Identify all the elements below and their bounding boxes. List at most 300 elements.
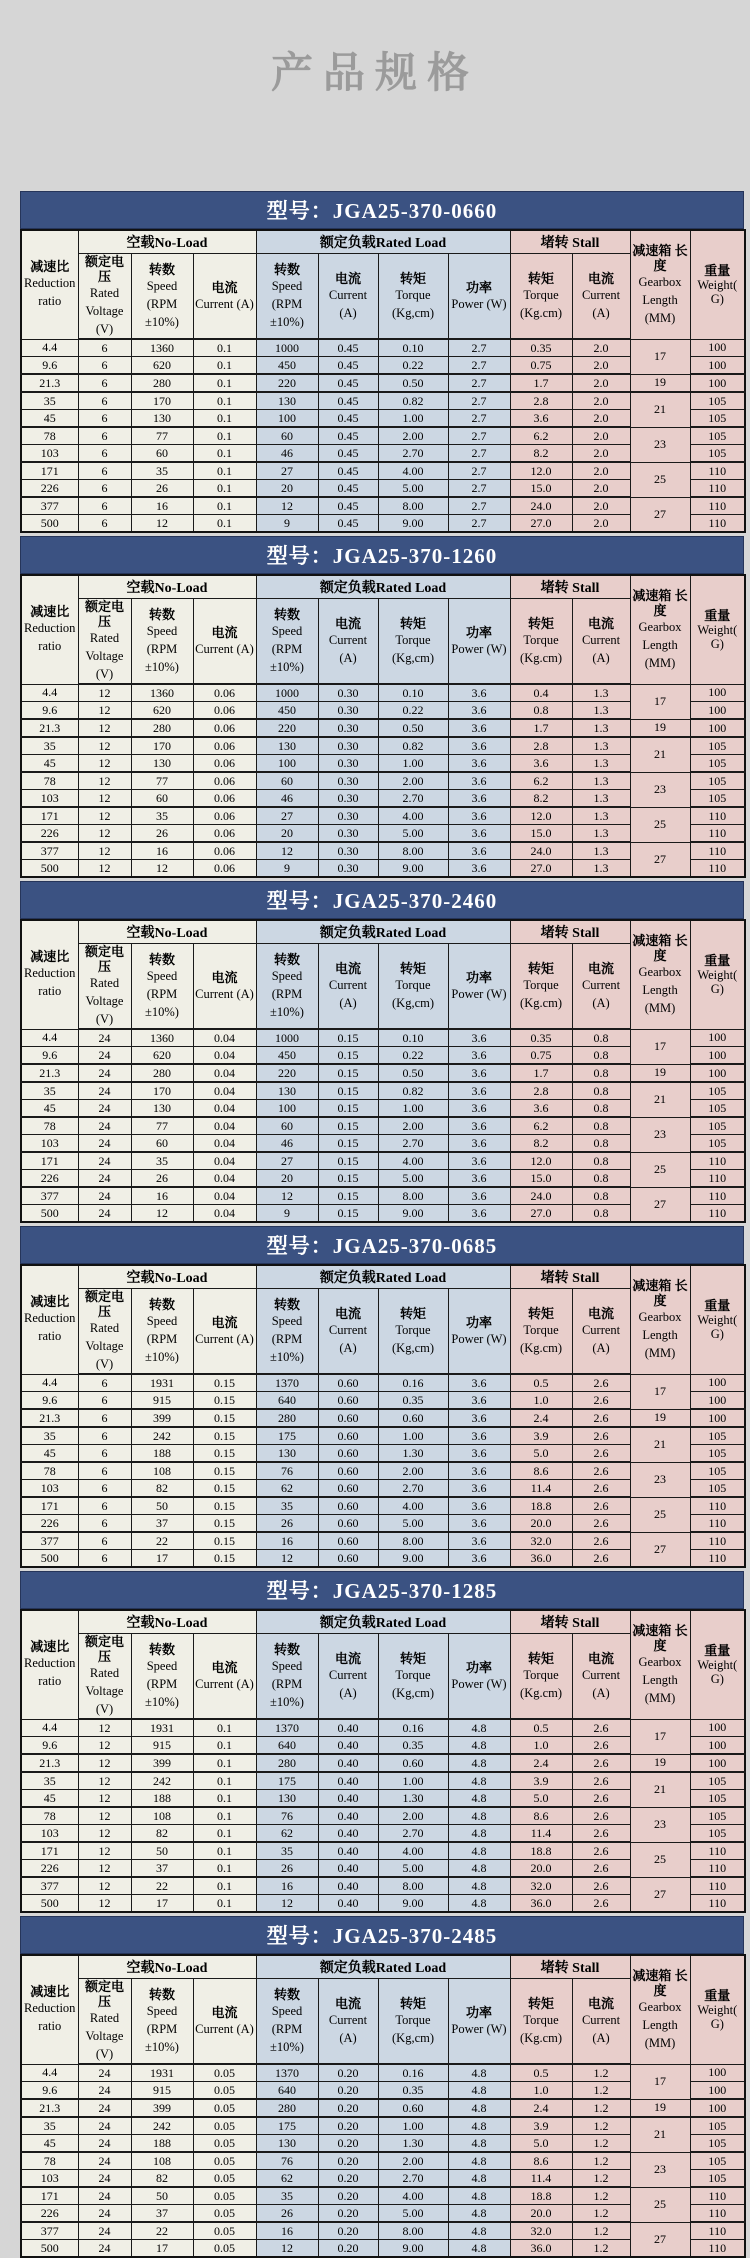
- cell-stall-torque: 32.0: [510, 2222, 572, 2240]
- header-rated-power-zh: 功率: [466, 969, 493, 985]
- header-stall-current-zh: 电流: [588, 1650, 615, 1666]
- cell-noload-speed: 50: [131, 1842, 193, 1860]
- header-group-row: [21, 1955, 745, 1979]
- cell-gearbox-length: 25: [630, 1497, 690, 1532]
- cell-rated-current: 0.40: [318, 1895, 378, 1913]
- cell-weight: 105: [690, 1825, 745, 1843]
- cell-stall-current: 1.2: [572, 2240, 630, 2258]
- cell-noload-current: 0.1: [193, 1807, 256, 1825]
- cell-stall-torque: 1.0: [510, 1737, 572, 1755]
- cell-gearbox-length: 19: [630, 374, 690, 392]
- header-rated-speed-zh: 转数: [273, 606, 300, 622]
- cell-stall-current: 0.8: [572, 1047, 630, 1065]
- header-stall-torque-en: Torque (Kg.cm): [520, 632, 563, 665]
- cell-reduction-ratio: 103: [21, 2170, 78, 2188]
- cell-rated-torque: 0.82: [378, 1082, 448, 1100]
- header-rated-voltage: [78, 1979, 131, 2065]
- cell-noload-speed: 82: [131, 1825, 193, 1843]
- cell-noload-current: 0.05: [193, 2205, 256, 2223]
- cell-rated-voltage: 6: [78, 480, 131, 498]
- cell-rated-speed: 12: [256, 2240, 318, 2258]
- cell-noload-current: 0.1: [193, 1895, 256, 1913]
- cell-rated-torque: 4.00: [378, 2187, 448, 2205]
- cell-reduction-ratio: 4.4: [21, 684, 78, 702]
- cell-reduction-ratio: 9.6: [21, 1047, 78, 1065]
- cell-rated-speed: 27: [256, 462, 318, 480]
- spec-table: [20, 533, 744, 878]
- cell-stall-current: 1.2: [572, 2082, 630, 2100]
- cell-rated-current: 0.30: [318, 719, 378, 737]
- cell-gearbox-length: 23: [630, 1807, 690, 1842]
- table-row: [21, 737, 745, 755]
- cell-noload-speed: 35: [131, 462, 193, 480]
- header-reduction-ratio-zh: 减速比: [30, 604, 70, 620]
- cell-rated-torque: 1.00: [378, 755, 448, 773]
- cell-gearbox-length: 23: [630, 1462, 690, 1497]
- cell-noload-current: 0.15: [193, 1550, 256, 1568]
- cell-rated-power: 3.6: [448, 1462, 510, 1480]
- header-noload-speed: [131, 944, 193, 1030]
- header-noload-current: [193, 254, 256, 340]
- header-weight-zh: 重量: [704, 952, 731, 968]
- cell-rated-torque: 0.82: [378, 737, 448, 755]
- table-row: [21, 2187, 745, 2205]
- cell-rated-current: 0.20: [318, 2170, 378, 2188]
- header-weight: [690, 1955, 745, 2064]
- header-stall-torque: [510, 944, 572, 1030]
- header-group-stall: 堵转 Stall: [510, 575, 630, 599]
- cell-stall-current: 1.3: [572, 860, 630, 878]
- cell-rated-power: 3.6: [448, 860, 510, 878]
- cell-gearbox-length: 19: [630, 1409, 690, 1427]
- cell-rated-voltage: 24: [78, 2187, 131, 2205]
- cell-reduction-ratio: 103: [21, 790, 78, 808]
- table-model-title: 型号：JGA25-370-1260: [266, 544, 498, 568]
- cell-weight: 110: [690, 825, 745, 843]
- cell-weight: 105: [690, 427, 745, 445]
- cell-stall-current: 2.6: [572, 1480, 630, 1498]
- cell-rated-power: 3.6: [448, 1480, 510, 1498]
- cell-rated-torque: 0.10: [378, 339, 448, 357]
- cell-rated-power: 3.6: [448, 684, 510, 702]
- header-stall-current: [572, 1634, 630, 1720]
- cell-stall-current: 1.2: [572, 2064, 630, 2082]
- cell-stall-torque: 0.5: [510, 1374, 572, 1392]
- cell-weight: 105: [690, 410, 745, 428]
- cell-weight: 110: [690, 807, 745, 825]
- cell-noload-current: 0.15: [193, 1409, 256, 1427]
- cell-rated-voltage: 6: [78, 1409, 131, 1427]
- header-rated-power-en: Power (W): [451, 1676, 507, 1691]
- cell-noload-speed: 108: [131, 1462, 193, 1480]
- cell-rated-power: 4.8: [448, 2152, 510, 2170]
- header-rated-torque: [378, 1289, 448, 1375]
- cell-noload-current: 0.06: [193, 737, 256, 755]
- cell-noload-current: 0.04: [193, 1170, 256, 1188]
- cell-weight: 110: [690, 2205, 745, 2223]
- cell-gearbox-length: 27: [630, 842, 690, 877]
- cell-stall-torque: 8.2: [510, 790, 572, 808]
- cell-rated-current: 0.40: [318, 1860, 378, 1878]
- cell-stall-torque: 1.0: [510, 2082, 572, 2100]
- cell-gearbox-length: 25: [630, 462, 690, 497]
- cell-rated-speed: 130: [256, 1082, 318, 1100]
- header-rated-current-zh: 电流: [334, 1650, 361, 1666]
- cell-reduction-ratio: 21.3: [21, 374, 78, 392]
- cell-noload-speed: 170: [131, 737, 193, 755]
- table-row: [21, 1187, 745, 1205]
- cell-rated-speed: 20: [256, 825, 318, 843]
- cell-reduction-ratio: 226: [21, 480, 78, 498]
- header-rated-torque-en: Torque (Kg,cm): [392, 977, 434, 1010]
- cell-rated-torque: 0.16: [378, 2064, 448, 2082]
- cell-weight: 105: [690, 755, 745, 773]
- cell-rated-voltage: 6: [78, 462, 131, 480]
- header-stall-torque: [510, 254, 572, 340]
- header-gearbox-length: [630, 1610, 690, 1719]
- cell-rated-voltage: 6: [78, 1427, 131, 1445]
- cell-rated-speed: 220: [256, 374, 318, 392]
- cell-reduction-ratio: 78: [21, 1807, 78, 1825]
- cell-rated-current: 0.40: [318, 1842, 378, 1860]
- header-rated-torque: [378, 944, 448, 1030]
- cell-noload-current: 0.06: [193, 684, 256, 702]
- cell-rated-power: 2.7: [448, 445, 510, 463]
- header-noload-speed-zh: 转数: [148, 606, 175, 622]
- header-rated-power: [448, 599, 510, 685]
- cell-noload-speed: 130: [131, 1100, 193, 1118]
- cell-noload-current: 0.05: [193, 2117, 256, 2135]
- header-gearbox-length-zh: 减速箱 长度: [632, 1967, 688, 1998]
- cell-stall-current: 2.6: [572, 1392, 630, 1410]
- cell-stall-current: 1.2: [572, 2187, 630, 2205]
- cell-rated-voltage: 12: [78, 684, 131, 702]
- cell-weight: 110: [690, 1550, 745, 1568]
- cell-reduction-ratio: 35: [21, 1082, 78, 1100]
- cell-stall-torque: 2.4: [510, 2099, 572, 2117]
- cell-rated-speed: 640: [256, 2082, 318, 2100]
- cell-rated-current: 0.15: [318, 1100, 378, 1118]
- cell-rated-torque: 5.00: [378, 1515, 448, 1533]
- cell-reduction-ratio: 226: [21, 2205, 78, 2223]
- header-noload-current-en: Current (A): [195, 296, 254, 311]
- cell-weight: 110: [690, 2187, 745, 2205]
- cell-gearbox-length: 25: [630, 1842, 690, 1877]
- cell-rated-power: 3.6: [448, 1170, 510, 1188]
- cell-gearbox-length: 27: [630, 1877, 690, 1912]
- cell-noload-speed: 399: [131, 1409, 193, 1427]
- header-group-stall: 堵转 Stall: [510, 1955, 630, 1979]
- cell-rated-current: 0.20: [318, 2222, 378, 2240]
- cell-stall-torque: 36.0: [510, 1550, 572, 1568]
- cell-reduction-ratio: 21.3: [21, 1754, 78, 1772]
- cell-rated-torque: 1.00: [378, 410, 448, 428]
- cell-rated-voltage: 24: [78, 1187, 131, 1205]
- cell-reduction-ratio: 4.4: [21, 2064, 78, 2082]
- cell-stall-torque: 11.4: [510, 1480, 572, 1498]
- cell-rated-speed: 9: [256, 515, 318, 533]
- cell-rated-torque: 8.00: [378, 2222, 448, 2240]
- cell-stall-current: 0.8: [572, 1029, 630, 1047]
- cell-rated-current: 0.40: [318, 1719, 378, 1737]
- header-weight-en-line1: Weight(: [697, 2002, 738, 2017]
- page-title: 产品规格: [270, 49, 479, 96]
- cell-weight: 110: [690, 1842, 745, 1860]
- cell-stall-current: 2.0: [572, 427, 630, 445]
- cell-weight: 110: [690, 860, 745, 878]
- cell-rated-current: 0.45: [318, 445, 378, 463]
- cell-weight: 110: [690, 1152, 745, 1170]
- header-rated-voltage-en: Rated Voltage (V): [85, 286, 124, 336]
- cell-weight: 110: [690, 842, 745, 860]
- header-rated-voltage: [78, 599, 131, 685]
- cell-rated-current: 0.20: [318, 2064, 378, 2082]
- cell-stall-torque: 15.0: [510, 825, 572, 843]
- cell-rated-torque: 0.50: [378, 374, 448, 392]
- cell-stall-torque: 11.4: [510, 1825, 572, 1843]
- cell-rated-current: 0.20: [318, 2117, 378, 2135]
- cell-rated-current: 0.20: [318, 2152, 378, 2170]
- cell-noload-current: 0.06: [193, 702, 256, 720]
- cell-rated-torque: 4.00: [378, 1497, 448, 1515]
- cell-reduction-ratio: 45: [21, 1445, 78, 1463]
- table-model-title: 型号：JGA25-370-2460: [266, 889, 498, 913]
- header-group-rated-load: 额定负载Rated Load: [256, 1610, 510, 1634]
- cell-reduction-ratio: 35: [21, 2117, 78, 2135]
- cell-weight: 110: [690, 1532, 745, 1550]
- cell-stall-torque: 20.0: [510, 2205, 572, 2223]
- cell-stall-torque: 18.8: [510, 1842, 572, 1860]
- header-rated-torque: [378, 254, 448, 340]
- cell-rated-torque: 5.00: [378, 2205, 448, 2223]
- header-stall-current-zh: 电流: [588, 270, 615, 286]
- cell-reduction-ratio: 9.6: [21, 2082, 78, 2100]
- cell-noload-speed: 35: [131, 1152, 193, 1170]
- cell-rated-speed: 9: [256, 860, 318, 878]
- cell-noload-speed: 77: [131, 772, 193, 790]
- header-weight-en-line2: G): [710, 637, 724, 652]
- header-rated-power-en: Power (W): [451, 2021, 507, 2036]
- cell-noload-current: 0.1: [193, 462, 256, 480]
- header-stall-current: [572, 599, 630, 685]
- cell-stall-current: 2.6: [572, 1550, 630, 1568]
- cell-rated-speed: 1000: [256, 1029, 318, 1047]
- header-stall-current-zh: 电流: [588, 1305, 615, 1321]
- cell-noload-current: 0.1: [193, 445, 256, 463]
- cell-rated-voltage: 24: [78, 2222, 131, 2240]
- header-reduction-ratio-en: Reduction ratio: [24, 966, 76, 999]
- cell-rated-speed: 1370: [256, 1719, 318, 1737]
- cell-weight: 110: [690, 480, 745, 498]
- header-rated-voltage-zh: 额定电压: [84, 1289, 124, 1319]
- header-rated-speed: [256, 1979, 318, 2065]
- table-row: [21, 1842, 745, 1860]
- cell-rated-power: 3.6: [448, 1409, 510, 1427]
- cell-noload-current: 0.1: [193, 1860, 256, 1878]
- cell-noload-speed: 12: [131, 860, 193, 878]
- cell-stall-torque: 0.75: [510, 357, 572, 375]
- cell-rated-speed: 220: [256, 1064, 318, 1082]
- header-rated-voltage-zh: 额定电压: [84, 944, 124, 974]
- header-stall-current: [572, 944, 630, 1030]
- header-rated-current: [318, 1634, 378, 1720]
- cell-weight: 100: [690, 684, 745, 702]
- cell-rated-power: 3.6: [448, 1047, 510, 1065]
- cell-stall-current: 0.8: [572, 1082, 630, 1100]
- cell-rated-torque: 0.22: [378, 1047, 448, 1065]
- cell-rated-power: 3.6: [448, 790, 510, 808]
- header-reduction-ratio: [21, 575, 78, 684]
- cell-rated-power: 3.6: [448, 1550, 510, 1568]
- header-rated-torque-zh: 转矩: [399, 1305, 426, 1321]
- cell-rated-voltage: 24: [78, 1047, 131, 1065]
- table-title-bar: [20, 1226, 744, 1264]
- header-rated-torque-zh: 转矩: [399, 960, 426, 976]
- cell-rated-current: 0.20: [318, 2205, 378, 2223]
- cell-stall-current: 1.3: [572, 719, 630, 737]
- header-stall-torque: [510, 1979, 572, 2065]
- spec-grid: [20, 229, 746, 533]
- cell-reduction-ratio: 103: [21, 1825, 78, 1843]
- table-body: [21, 1029, 745, 1222]
- table-row: [21, 392, 745, 410]
- cell-reduction-ratio: 4.4: [21, 1374, 78, 1392]
- cell-stall-torque: 8.6: [510, 1807, 572, 1825]
- header-rated-speed-en: Speed (RPM ±10%): [270, 623, 304, 674]
- cell-reduction-ratio: 500: [21, 860, 78, 878]
- cell-noload-current: 0.15: [193, 1427, 256, 1445]
- cell-gearbox-length: 17: [630, 1374, 690, 1409]
- cell-noload-speed: 915: [131, 2082, 193, 2100]
- cell-rated-voltage: 12: [78, 1737, 131, 1755]
- cell-stall-torque: 2.4: [510, 1754, 572, 1772]
- header-stall-current-en: Current (A): [581, 632, 621, 665]
- header-weight: [690, 1610, 745, 1719]
- cell-weight: 110: [690, 1205, 745, 1223]
- cell-reduction-ratio: 500: [21, 1550, 78, 1568]
- header-stall-torque-zh: 转矩: [528, 960, 555, 976]
- cell-noload-current: 0.1: [193, 1790, 256, 1808]
- header-stall-current-en: Current (A): [581, 1667, 621, 1700]
- cell-noload-speed: 620: [131, 1047, 193, 1065]
- header-noload-current-en: Current (A): [195, 641, 254, 656]
- cell-rated-voltage: 24: [78, 2117, 131, 2135]
- cell-weight: 105: [690, 2117, 745, 2135]
- cell-weight: 105: [690, 1772, 745, 1790]
- cell-rated-power: 2.7: [448, 392, 510, 410]
- table-body: [21, 1719, 745, 1912]
- cell-rated-voltage: 12: [78, 702, 131, 720]
- header-noload-current-zh: 电流: [211, 624, 238, 640]
- header-rated-voltage-zh: 额定电压: [84, 1979, 124, 2009]
- cell-rated-torque: 2.70: [378, 445, 448, 463]
- header-group-rated-load: 额定负载Rated Load: [256, 1265, 510, 1289]
- cell-stall-current: 2.6: [572, 1807, 630, 1825]
- cell-noload-speed: 1360: [131, 1029, 193, 1047]
- header-stall-torque-en: Torque (Kg.cm): [520, 1322, 563, 1355]
- cell-gearbox-length: 25: [630, 2187, 690, 2222]
- header-rated-power-zh: 功率: [466, 1314, 493, 1330]
- cell-noload-speed: 35: [131, 807, 193, 825]
- cell-stall-torque: 0.5: [510, 2064, 572, 2082]
- header-stall-current-zh: 电流: [588, 1995, 615, 2011]
- table-row: [21, 1409, 745, 1427]
- cell-rated-power: 3.6: [448, 1082, 510, 1100]
- cell-rated-voltage: 12: [78, 1877, 131, 1895]
- spec-table: [20, 1913, 744, 2258]
- cell-gearbox-length: 27: [630, 1187, 690, 1222]
- table-row: [21, 427, 745, 445]
- table-row: [21, 1082, 745, 1100]
- cell-stall-current: 2.0: [572, 445, 630, 463]
- cell-rated-torque: 0.60: [378, 1409, 448, 1427]
- header-rated-torque-en: Torque (Kg,cm): [392, 632, 434, 665]
- header-rated-voltage-zh: 额定电压: [84, 1634, 124, 1664]
- header-stall-current: [572, 254, 630, 340]
- cell-noload-speed: 280: [131, 374, 193, 392]
- cell-noload-speed: 242: [131, 2117, 193, 2135]
- cell-noload-speed: 620: [131, 357, 193, 375]
- cell-rated-speed: 76: [256, 1807, 318, 1825]
- cell-stall-current: 2.6: [572, 1790, 630, 1808]
- cell-rated-power: 2.7: [448, 410, 510, 428]
- cell-stall-current: 0.8: [572, 1100, 630, 1118]
- cell-noload-current: 0.04: [193, 1100, 256, 1118]
- cell-stall-torque: 15.0: [510, 1170, 572, 1188]
- cell-rated-speed: 46: [256, 1135, 318, 1153]
- cell-stall-current: 1.3: [572, 842, 630, 860]
- cell-noload-current: 0.1: [193, 410, 256, 428]
- header-rated-power-en: Power (W): [451, 986, 507, 1001]
- cell-stall-current: 0.8: [572, 1064, 630, 1082]
- cell-weight: 100: [690, 1047, 745, 1065]
- cell-rated-current: 0.60: [318, 1550, 378, 1568]
- cell-weight: 105: [690, 1445, 745, 1463]
- header-noload-speed-zh: 转数: [148, 1986, 175, 2002]
- table-row: [21, 1374, 745, 1392]
- cell-rated-power: 2.7: [448, 462, 510, 480]
- cell-gearbox-length: 21: [630, 392, 690, 427]
- cell-rated-current: 0.40: [318, 1825, 378, 1843]
- header-noload-current-zh: 电流: [211, 279, 238, 295]
- cell-rated-power: 3.6: [448, 702, 510, 720]
- cell-weight: 105: [690, 392, 745, 410]
- cell-rated-power: 3.6: [448, 1497, 510, 1515]
- cell-rated-power: 4.8: [448, 1825, 510, 1843]
- cell-rated-torque: 1.00: [378, 1100, 448, 1118]
- header-gearbox-length: [630, 920, 690, 1029]
- cell-reduction-ratio: 45: [21, 410, 78, 428]
- header-rated-power-en: Power (W): [451, 1331, 507, 1346]
- cell-weight: 100: [690, 1392, 745, 1410]
- cell-noload-current: 0.05: [193, 2170, 256, 2188]
- header-noload-current: [193, 1634, 256, 1720]
- cell-reduction-ratio: 500: [21, 515, 78, 533]
- cell-rated-voltage: 12: [78, 807, 131, 825]
- header-reduction-ratio-zh: 减速比: [30, 1639, 70, 1655]
- header-gearbox-length-en: Gearbox Length (MM): [638, 1654, 682, 1705]
- cell-stall-torque: 5.0: [510, 1790, 572, 1808]
- header-gearbox-length: [630, 575, 690, 684]
- header-rated-speed-zh: 转数: [273, 1986, 300, 2002]
- cell-gearbox-length: 17: [630, 1719, 690, 1754]
- cell-stall-torque: 6.2: [510, 1117, 572, 1135]
- cell-stall-current: 0.8: [572, 1152, 630, 1170]
- spec-grid: [20, 919, 746, 1223]
- cell-reduction-ratio: 35: [21, 392, 78, 410]
- cell-rated-speed: 60: [256, 427, 318, 445]
- header-weight-en-line1: Weight(: [697, 1657, 738, 1672]
